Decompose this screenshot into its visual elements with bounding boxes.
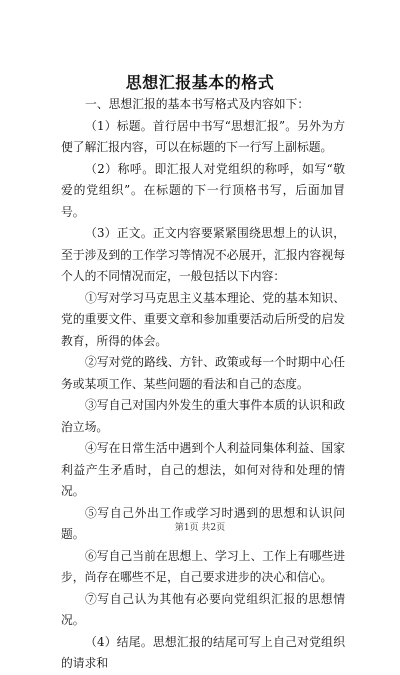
list-item: ③写自己对国内外发生的重大事件本质的认识和政治立场。 <box>61 398 345 434</box>
paragraph-closing-section: （4）结尾。思想汇报的结尾可写上自己对党组织的请求和 <box>61 634 345 670</box>
paragraph-salutation-section: （2）称呼。即汇报人对党组织的称呼，如写“敬爱的党组织”。在标题的下一行顶格书写，后面加冒号。 <box>61 161 345 219</box>
list-item: ①写对学习马克思主义基本理论、党的基本知识、党的重要文件、重要文章和参加重要活动后所受的启发教育，所得的体会。 <box>61 290 345 348</box>
page-number-footer: 第1页 共2页 <box>174 523 226 533</box>
page-title: 思想汇报基本的格式 <box>125 73 275 92</box>
list-item: ⑤写自己外出工作或学习时遇到的思想和认识问题。 <box>61 505 345 541</box>
list-item: ⑥写自己当前在思想上、学习上、工作上有哪些进步，尚存在哪些不足，自己要求进步的决心和信心。 <box>61 548 345 584</box>
list-item: ⑦写自己认为其他有必要向党组织汇报的思想情况。 <box>61 591 345 627</box>
paragraph-body-section: （3）正文。正文内容要紧紧围绕思想上的认识，至于涉及到的工作学习等情况不必展开，汇报内容视每个人的不同情况而定，一般包括以下内容： <box>61 226 345 283</box>
list-item: ②写对党的路线、方针、政策或每一个时期中心任务或某项工作、某些问题的看法和自己的态度。 <box>61 355 345 391</box>
paragraph-outline-heading: 一、思想汇报的基本书写格式及内容如下： <box>85 97 310 111</box>
paragraph-title-section: （1）标题。首行居中书写“思想汇报”。另外为方便了解汇报内容，可以在标题的下一行写上副标题。 <box>61 118 345 154</box>
list-item: ④写在日常生活中遇到个人利益同集体利益、国家利益产生矛盾时，自己的想法，如何对待和处理的情况。 <box>61 441 345 498</box>
document-body <box>61 94 345 675</box>
